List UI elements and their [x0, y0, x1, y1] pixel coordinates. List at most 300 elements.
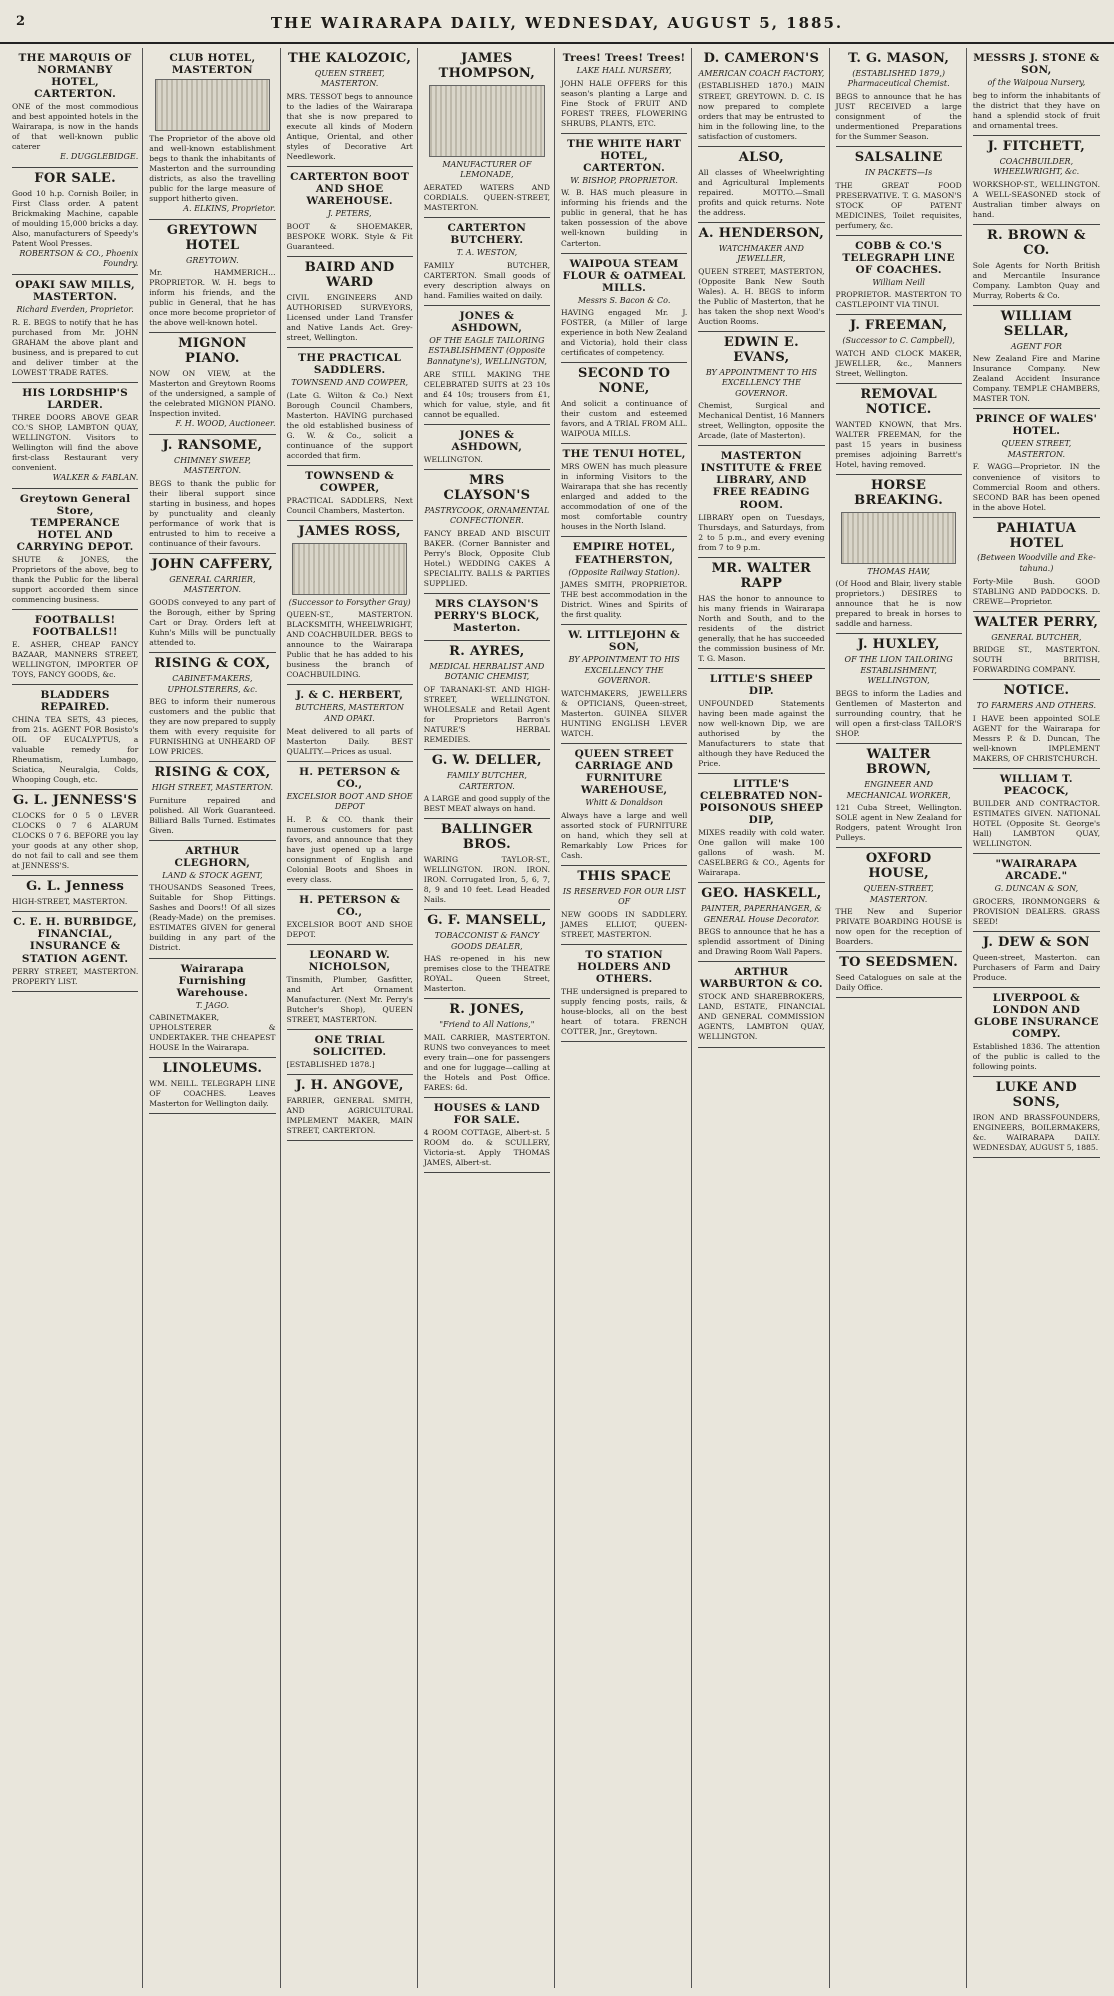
ad-body: All classes of Wheelwrighting and Agricultural Implements repaired. MOTTO.—Small profits and quick returns. Note the address. — [698, 167, 825, 217]
advertisement — [287, 890, 413, 945]
ad-subtitle: TOWNSEND AND COWPER, — [291, 378, 409, 387]
ad-body: FARRIER, GENERAL SMITH, AND AGRICULTURAL IMPLEMENT MAKER, MAIN STREET, CARTERTON. — [286, 1096, 413, 1136]
ad-body: AERATED WATERS AND CORDIALS. QUEEN-STREET, MASTERTON. — [423, 182, 550, 212]
ad-body: E. ASHER, CHEAP FANCY BAZAAR, MANNERS STREET, WELLINGTON, IMPORTER OF TOYS, FANCY GOODS, &c. — [12, 640, 139, 680]
ad-title: H. PETERSON & CO., — [299, 893, 401, 918]
ad-body: THREE DOORS ABOVE GEAR CO.'S SHOP, LAMBTON QUAY, WELLINGTON. Visitors to Wellington will find the above first-class Restaurant very convenient. — [12, 412, 139, 472]
ad-title: OPAKI SAW MILLS, MASTERTON. — [15, 279, 135, 304]
column-4 — [422, 48, 555, 1988]
ad-title: TO STATION HOLDERS AND OTHERS. — [577, 948, 671, 986]
ad-body: WANTED KNOWN, that Mrs. WALTER FREEMAN, for the past 15 years in business premises adjoining Barrett's Hotel, having removed. — [835, 419, 962, 469]
advertisement — [149, 959, 275, 1059]
ad-body: New Zealand Fire and Marine Insurance Company. New Zealand Accident Insurance Company. TEMPLE CHAMBERS, MASTER TON. — [972, 354, 1100, 404]
ad-subtitle: AMERICAN COACH FACTORY, — [698, 68, 825, 78]
ad-body: THE New and Superior PRIVATE BOARDING HOUSE is now open for the reception of Boarders. — [835, 907, 962, 947]
ad-body: CIVIL ENGINEERS AND AUTHORISED SURVEYORS, Licensed under Land Transfer and Native Lands Act. Grey-street, Wellington. — [286, 292, 413, 342]
advertisement — [12, 275, 138, 383]
ad-signature: F. H. WOOD, Auctioneer. — [175, 419, 276, 429]
advertisement — [424, 641, 550, 750]
advertisement — [836, 236, 962, 316]
ad-title: T. G. MASON, — [848, 51, 950, 66]
ad-subtitle: W. BISHOP, PROPRIETOR. — [570, 175, 678, 185]
advertisement — [836, 848, 962, 952]
ad-title: LEONARD W. NICHOLSON, — [308, 949, 391, 974]
ad-subtitle: ENGINEER AND MECHANICAL WORKER, — [846, 779, 951, 800]
ad-body: BEGS to announce that he has JUST RECEIVED a large consignment of the undermentioned Preparations for the Summer Season. — [835, 92, 962, 142]
ad-title: EMPIRE HOTEL, FEATHERSTON, — [572, 541, 676, 566]
ad-title: TOWNSEND & COWPER, — [305, 469, 395, 494]
ad-title: G. W. DELLER, — [431, 753, 542, 769]
advertisement — [698, 332, 824, 447]
ad-body: (ESTABLISHED 1870.) MAIN STREET, GREYTOWN. D. C. IS now prepared to complete orders that may be entrusted to him in the following line, to the satisfaction of customers. — [698, 81, 825, 141]
ad-body: FAMILY BUTCHER, CARTERTON. Small goods of every description always on hand. Families waited on daily. — [423, 260, 550, 300]
column-5 — [559, 48, 692, 1988]
ad-body: WATCH AND CLOCK MAKER, JEWELLER, &c., Manners Street, Wellington. — [835, 348, 962, 378]
advertisement — [12, 610, 138, 685]
advertisement — [12, 168, 138, 275]
ad-title: SALSALINE — [854, 150, 943, 166]
advertisement — [836, 475, 962, 635]
ad-body: WM. NEILL. TELEGRAPH LINE OF COACHES. Leaves Masterton for Wellington daily. — [149, 1079, 276, 1109]
advertisement — [287, 521, 413, 686]
ad-body: CLOCKS for 0 5 0 LEVER CLOCKS 0 7 6 ALARUM CLOCKS 0 7 6. BEFORE you lay your goods at any other shop, do not fail to call and see them at JENNESS'S. — [12, 811, 139, 871]
ad-body: BEG to inform their numerous customers and the public that they are now prepared to supply them with every requisite for FURNISHING at UNHEARD OF LOW PRICES. — [149, 697, 276, 757]
ad-title: EDWIN E. EVANS, — [723, 334, 799, 365]
ad-subtitle: QUEEN STREET, MASTERTON. — [1001, 439, 1072, 459]
ad-body: CABINETMAKER, UPHOLSTERER & UNDERTAKER. THE CHEAPEST HOUSE In the Wairarapa. — [149, 1013, 276, 1053]
ad-title: R. AYRES, — [449, 643, 525, 659]
ad-body: 121 Cuba Street, Wellington. SOLE agent in New Zealand for Rodgers, patent Wrought Iron Pulleys. — [835, 803, 962, 843]
ad-body: HAS the honor to announce to his many friends in Wairarapa North and South, and to the residents of the district generally, that he has succeeded the commission business of Mr. T. G. Mason. — [698, 593, 825, 663]
advertisement — [561, 537, 687, 625]
ad-subtitle: BY APPOINTMENT TO HIS EXCELLENCY THE GOVERNOR. — [705, 367, 817, 398]
ad-subtitle: TO FARMERS AND OTHERS. — [976, 701, 1097, 711]
ad-subtitle: (ESTABLISHED 1879,) Pharmaceutical Chemist. — [847, 68, 950, 89]
ad-signature: A. ELKINS, Proprietor. — [183, 204, 276, 214]
ad-subtitle: (Successor to C. Campbell), — [842, 336, 955, 346]
ad-subtitle: LAKE HALL NURSERY, — [576, 66, 672, 76]
ad-body: QUEEN-ST., MASTERTON. BLACKSMITH, WHEELWRIGHT, AND COACHBUILDER. BEGS to announce to the Wairarapa Public that he has added to his business the branch of COACHBUILDING. — [286, 610, 413, 680]
ad-title: HOUSES & LAND FOR SALE. — [433, 1101, 541, 1126]
ad-body: NOW ON VIEW, at the Masterton and Greytown Rooms of the undersigned, a sample of the celebrated MIGNON PIANO. Inspection invited. — [149, 369, 276, 419]
advertisement — [698, 446, 824, 557]
advertisement — [12, 48, 138, 168]
advertisement — [149, 1058, 275, 1114]
ad-body: BEGS to inform the Ladies and Gentlemen of Masterton and surrounding country, that he will open a first-class TAILOR'S SHOP. — [835, 689, 962, 739]
ad-title: THE KALOZOIC, — [288, 51, 412, 66]
ad-title: RISING & COX, — [154, 765, 271, 781]
ad-subtitle: WATCHMAKER AND JEWELLER, — [718, 243, 804, 264]
ad-title: TO SEEDSMEN. — [839, 955, 959, 971]
advertisement — [424, 819, 550, 910]
ad-body: Sole Agents for North British and Mercantile Insurance Company. Lambton Quay and Murray, Roberts & Co. — [972, 260, 1100, 300]
ad-subtitle: AGENT FOR — [1010, 341, 1062, 351]
ad-title: LUKE AND SONS, — [995, 1079, 1077, 1110]
ad-subtitle: EXCELSIOR BOOT AND SHOE DEPOT — [286, 791, 413, 812]
ad-subtitle: BY APPOINTMENT TO HIS EXCELLENCY THE GOVERNOR. — [568, 655, 680, 686]
advertisement — [973, 988, 1100, 1077]
ad-subtitle: MEDICAL HERBALIST AND BOTANIC CHEMIST, — [429, 661, 545, 682]
ad-signature: E. DUGGLEBIDGE. — [60, 152, 139, 162]
advertisement — [698, 558, 824, 669]
advertisement — [698, 147, 824, 223]
advertisement — [973, 932, 1100, 988]
ad-body: The Proprietor of the above old and well-known establishment begs to thank the inhabitants of Masterton and the surrounding districts, as also the travelling public for the large measure of support hitherto given. — [149, 134, 276, 204]
advertisement — [287, 167, 413, 257]
advertisement — [836, 384, 962, 475]
ad-body: Meat delivered to all parts of Masterton Daily. BEST QUALITY.—Prices as usual. — [286, 726, 413, 756]
ad-title: COBB & CO.'S TELEGRAPH LINE OF COACHES. — [842, 239, 955, 276]
ad-body: WARING TAYLOR-ST., WELLINGTON. IRON. IRON. IRON. Corrugated Iron, 5, 6, 7, 8, 9 and 10 feet. Lead Headed Nails. — [423, 855, 550, 905]
advertisement — [287, 1030, 413, 1075]
advertisement — [836, 634, 962, 744]
advertisement — [287, 257, 413, 348]
ad-subtitle: TOBACCONIST & FANCY GOODS DEALER, — [434, 931, 540, 951]
ad-body: R. E. BEGS to notify that he has purchased from Mr. JOHN GRAHAM the above plant and business, and is prepared to cut and deliver timber at the LOWEST TRADE RATES. — [12, 317, 139, 377]
ad-title: D. CAMERON'S — [703, 51, 820, 66]
ad-body: Established 1836. The attention of the public is called to the following points. — [972, 1041, 1100, 1071]
ad-subtitle: BUTCHERS, MASTERTON AND OPAKI. — [295, 703, 404, 724]
advertisement — [561, 444, 687, 537]
ad-subtitle: PAINTER, PAPERHANGER, & GENERAL House Decorator. — [700, 904, 822, 924]
ad-subtitle: Richard Everden, Proprietor. — [16, 305, 134, 315]
ad-title: THE PRACTICAL SADDLERS. — [298, 351, 402, 376]
ad-body: H. P. & CO. thank their numerous customers for past favors, and announce that they have just opened up a large consignment of English and Colonial Boots and Shoes in every class. — [286, 814, 413, 884]
advertisement — [836, 48, 962, 147]
ad-body: ARE STILL MAKING THE CELEBRATED SUITS at 23 10s and £4 10s; trousers from £1, which for value, style, and fit cannot be equalled. — [423, 369, 550, 419]
ad-title: J. FREEMAN, — [849, 318, 948, 334]
ad-title: LINOLEUMS. — [162, 1061, 263, 1077]
ad-title: JONES & ASHDOWN, — [451, 309, 523, 334]
ad-subtitle: of the Waipoua Nursery, — [987, 78, 1086, 88]
ad-title: G. L. JENNESS'S — [13, 793, 138, 809]
ad-subtitle: QUEEN STREET, MASTERTON. — [314, 68, 385, 89]
ad-body: NEW GOODS IN SADDLERY. JAMES ELLIOT, QUEEN-STREET, MASTERTON. — [561, 909, 688, 939]
ad-body: Chemist, Surgical and Mechanical Dentist, 16 Manners street, Wellington, opposite the Arcade, (late of Masterton). — [698, 401, 825, 441]
advertisement — [149, 554, 275, 653]
ad-title: W. LITTLEJOHN & SON, — [568, 629, 680, 654]
ad-title: MR. WALTER RAPP — [711, 560, 812, 591]
ad-title: QUEEN STREET CARRIAGE AND FURNITURE WAREHOUSE, — [574, 748, 674, 797]
advertisement — [12, 383, 138, 489]
advertisement — [12, 912, 138, 991]
ad-title: MRS CLAYSON'S PERRY'S BLOCK, Masterton. — [434, 597, 540, 634]
ad-body: Seed Catalogues on sale at the Daily Office. — [835, 973, 962, 993]
ad-body: STOCK AND SHAREBROKERS, LAND, ESTATE, FINANCIAL AND GENERAL COMMISSION AGENTS, LAMBTON QUAY, WELLINGTON. — [698, 992, 825, 1042]
ad-body: PROPRIETOR. MASTERTON TO CASTLEPOINT VIA TINUI. — [835, 290, 962, 310]
ad-body: HAVING engaged Mr. J. FOSTER, (a Miller of large experience in both New Zealand and Victoria), hold their class certificates of competency. — [561, 308, 688, 358]
ad-subtitle: T. A. WESTON, — [456, 248, 518, 258]
ad-title: JOHN CAFFERY, — [151, 556, 274, 572]
advertisement — [149, 48, 275, 220]
ad-subtitle: GENERAL BUTCHER, — [991, 632, 1082, 642]
ad-title: CLUB HOTEL, MASTERTON — [169, 52, 256, 77]
advertisement — [12, 790, 138, 876]
column-1 — [10, 48, 143, 1988]
advertisement — [973, 225, 1100, 306]
ad-title: G. L. Jenness — [26, 879, 125, 895]
advertisement — [287, 945, 413, 1030]
advertisement — [424, 218, 550, 306]
ad-body: MRS. TESSOT begs to announce to the ladies of the Wairarapa that she is now prepared to execute all kinds of Modern Antique, Oriental, and other styles of Decorative Art Needlework. — [286, 92, 413, 162]
advertisement — [973, 518, 1100, 612]
ad-title: THE TENUI HOTEL, — [562, 448, 686, 461]
ad-title: J. FITCHETT, — [987, 138, 1086, 154]
ad-body: F. WAGG—Proprietor. IN the convenience of visitors to Commercial Room and others. SECOND BAR has been opened in the above Hotel. — [972, 462, 1100, 512]
advertisement — [149, 220, 275, 334]
advertisement — [424, 48, 550, 218]
ad-title: MESSRS J. STONE & SON, — [973, 52, 1100, 77]
ad-title: R. BROWN & CO. — [987, 227, 1086, 258]
ad-title: ARTHUR CLEGHORN, — [174, 844, 251, 869]
ad-body: SHUTE & JONES, the Proprietors of the above, beg to thank the Public for the liberal support accorded them since commencing business. — [12, 554, 139, 604]
ad-subtitle: HIGH STREET, MASTERTON. — [151, 783, 273, 793]
ad-body: Always have a large and well assorted stock of FURNITURE on hand, which they sell at Remarkably Low Prices for Cash. — [561, 810, 688, 860]
advertisement — [561, 254, 687, 364]
advertisement — [561, 744, 687, 866]
ad-title: OXFORD HOUSE, — [865, 851, 932, 882]
ad-title: NOTICE. — [1003, 683, 1070, 699]
ad-title: ALSO, — [738, 149, 784, 165]
ad-body: EXCELSIOR BOOT AND SHOE DEPOT. — [286, 920, 413, 940]
advertisement — [424, 1098, 550, 1173]
advertisement — [973, 1077, 1100, 1158]
ad-title: CARTERTON BUTCHERY. — [447, 222, 527, 247]
ad-subtitle: THOMAS HAW, — [867, 566, 930, 576]
ad-title: H. PETERSON & CO., — [299, 765, 401, 790]
advertisement — [973, 769, 1100, 854]
ad-title: JAMES THOMPSON, — [438, 51, 536, 81]
ad-title: RISING & COX, — [154, 656, 271, 672]
advertisement — [836, 315, 962, 384]
ad-title: ONE TRIAL SOLICITED. — [312, 1034, 387, 1059]
ad-subtitle: William Neill — [872, 277, 925, 287]
ad-title: WILLIAM SELLAR, — [1000, 308, 1073, 339]
ad-body: A LARGE and good supply of the BEST MEAT always on hand. — [423, 794, 550, 814]
ad-title: Trees! Trees! Trees! — [562, 52, 686, 64]
advertisement — [424, 470, 550, 594]
ad-title: THIS SPACE — [577, 868, 671, 884]
engraving-illustration — [841, 512, 957, 564]
ad-body: I HAVE been appointed SOLE AGENT for the Wairarapa for Messrs P. & D. Duncan, The well-known IMPLEMENT MAKERS, OF CHRISTCHURCH. — [972, 713, 1100, 763]
ad-title: THE WHITE HART HOTEL, CARTERTON. — [567, 137, 682, 174]
advertisement — [149, 333, 275, 435]
ad-body: OF TARANAKI-ST. AND HIGH-STREET, WELLINGTON. WHOLESALE and Retail Agent for Proprietors Barron's NATURE'S HERBAL REMEDIES. — [423, 685, 550, 745]
ad-subtitle: J. PETERS, — [327, 209, 372, 219]
ad-body: ONE of the most commodious and best appointed hotels in the Wairarapa, is now in the hands of that well-known public caterer — [12, 102, 139, 152]
ad-body: GROCERS, IRONMONGERS & PROVISION DEALERS. GRASS SEED! — [972, 896, 1100, 926]
ad-body: WATCHMAKERS, JEWELLERS & OPTICIANS, Queen-street, Masterton. GUINEA SILVER HUNTING ENGLISH LEVER WATCH. — [561, 688, 688, 738]
ad-body: Good 10 h.p. Cornish Boiler, in First Class order. A patent Brickmaking Machine, capable of moulding 15,000 bricks a day. Also, manufacturers of Speedy's Patent Wool Presses. — [12, 188, 139, 248]
advertisement — [698, 883, 824, 962]
ad-body: PRACTICAL SADDLERS, Next Council Chambers, Masterton. — [286, 495, 413, 515]
page-number: 2 — [16, 14, 26, 29]
ad-body: WORKSHOP-ST., WELLINGTON. A WELL-SEASONED stock of Australian timber always on hand. — [972, 179, 1100, 219]
column-8 — [971, 48, 1104, 1988]
ad-title: J. & C. HERBERT, — [295, 689, 404, 702]
ad-subtitle: "Friend to All Nations," — [439, 1020, 535, 1030]
advertisement — [424, 306, 550, 425]
advertisement — [561, 134, 687, 254]
advertisement — [287, 685, 413, 761]
ad-title: WALTER PERRY, — [974, 614, 1099, 630]
ad-title: REMOVAL NOTICE. — [860, 386, 937, 417]
ad-body: BRIDGE ST., MASTERTON. SOUTH BRITISH, FORWARDING COMPANY. — [972, 645, 1100, 675]
advertisement — [836, 952, 962, 998]
ad-title: BAIRD AND WARD — [304, 259, 395, 290]
advertisement — [287, 466, 413, 521]
advertisement — [12, 489, 138, 610]
ad-title: MRS CLAYSON'S — [443, 472, 531, 503]
ad-subtitle: (Successor to Forsyther Gray) — [288, 597, 411, 607]
ad-body: (Late G. Wilton & Co.) Next Borough Council Chambers, Masterton. HAVING purchased the old established business of G. W. & Co., solicit a continuance of the support accorded that firm. — [286, 390, 413, 460]
ad-body: THE undersigned is prepared to supply fencing posts, rails, & house-blocks, all on the best heart of totara. FRENCH COTTER, Jnr., Greytown. — [561, 987, 688, 1037]
advertisement — [836, 147, 962, 236]
advertisement — [424, 425, 550, 470]
ad-subtitle: IS RESERVED FOR OUR LIST OF — [562, 886, 686, 907]
ad-subtitle: LAND & STOCK AGENT, — [162, 870, 263, 880]
advertisement — [12, 685, 138, 790]
ad-subtitle: IN PACKETS—Is — [865, 168, 933, 178]
ad-subtitle: OF THE EAGLE TAILORING ESTABLISHMENT (Opposite Bannatyne's), WELLINGTON, — [426, 335, 547, 366]
ad-title: C. E. H. BURBIDGE, FINANCIAL, INSURANCE & STATION AGENT. — [13, 916, 137, 965]
ad-subtitle: (Between Woodville and Eke-tahuna.) — [977, 553, 1096, 573]
ad-title: HORSE BREAKING. — [854, 477, 944, 508]
ad-title: LIVERPOOL & LONDON AND GLOBE INSURANCE COMPY. — [974, 991, 1099, 1040]
ad-body: BOOT & SHOEMAKER, BESPOKE WORK. Style & Fit Guaranteed. — [286, 221, 413, 251]
ad-subtitle: GENERAL CARRIER, MASTERTON. — [169, 574, 256, 595]
ad-title: GREYTOWN HOTEL — [166, 222, 258, 253]
ad-title: Wairarapa Furnishing Warehouse. — [176, 962, 249, 999]
ad-subtitle: FAMILY BUTCHER, CARTERTON. — [446, 771, 527, 791]
ad-title: G. F. MANSELL, — [427, 913, 547, 929]
ad-subtitle: Whitt & Donaldson — [585, 798, 663, 808]
ad-title: HIS LORDSHIP'S LARDER. — [22, 386, 128, 411]
ad-title: J. H. ANGOVE, — [295, 1078, 404, 1094]
advertisement — [149, 841, 275, 959]
column-6 — [696, 48, 829, 1988]
ad-body: MAIL CARRIER, MASTERTON. RUNS two conveyances to meet every train—one for passengers and one for luggage—calling at the Hotels and Post Office. FARES: 6d. — [423, 1032, 550, 1092]
ad-title: FOOTBALLS! FOOTBALLS!! — [32, 613, 118, 638]
ad-title: PAHIATUA HOTEL — [996, 520, 1077, 551]
advertisement — [287, 762, 413, 890]
ad-title: "WAIRARAPA ARCADE." — [995, 857, 1078, 882]
ad-title: SECOND TO NONE, — [577, 366, 671, 397]
advertisement — [973, 854, 1100, 932]
ad-body: 4 ROOM COTTAGE, Albert-st. 5 ROOM do. & SCULLERY, Victoria-st. Apply THOMAS JAMES, Albert-st. — [423, 1127, 550, 1167]
ad-subtitle: QUEEN-STREET, MASTERTON. — [863, 883, 934, 904]
ad-title: LITTLE'S SHEEP DIP. — [709, 672, 813, 697]
advertisement — [973, 612, 1100, 681]
ad-body: PERRY STREET, MASTERTON. PROPERTY LIST. — [12, 966, 139, 986]
ad-subtitle: MANUFACTURER OF LEMONADE, — [442, 159, 532, 180]
advertisement — [287, 1075, 413, 1141]
advertisement — [561, 48, 687, 134]
advertisement — [973, 306, 1100, 410]
advertisement — [287, 348, 413, 466]
advertisement — [424, 999, 550, 1098]
ad-title: R. JONES, — [449, 1002, 525, 1018]
column-2 — [147, 48, 280, 1988]
newspaper-title: THE WAIRARAPA DAILY, WEDNESDAY, AUGUST 5, 1885. — [270, 14, 844, 32]
advertisement — [424, 910, 550, 999]
ad-body: Forty-Mile Bush. GOOD STABLING AND PADDOCKS. D. CREWE—Proprietor. — [972, 576, 1100, 606]
engraving-illustration — [292, 543, 408, 595]
ad-title: MASTERTON INSTITUTE & FREE LIBRARY, AND FREE READING ROOM. — [700, 450, 823, 511]
ad-body: FANCY BREAD AND BISCUIT BAKER. (Corner Bannister and Perry's Block, Opposite Club Hotel.) WEDDING CAKES A SPECIALITY. BALLS & PARTIES SUPPLIED. — [423, 528, 550, 588]
ad-body: MRS OWEN has much pleasure in informing Visitors to the Wairarapa that she has recently enlarged and added to the accommodation of one of the most comfortable country houses in the North Island. — [561, 462, 688, 532]
ad-title: ARTHUR WARBURTON & CO. — [699, 966, 823, 991]
ad-subtitle: CHIMNEY SWEEP, MASTERTON. — [173, 455, 251, 476]
ad-title: A. HENDERSON, — [698, 225, 825, 241]
ad-subtitle: (Opposite Railway Station). — [568, 567, 680, 577]
ad-body: THOUSANDS Seasoned Trees, Suitable for Shop Fittings. Sashes and Doors!! Of all sizes (Ready-Made) on the premises. ESTIMATES GIVEN for general building in any part of the District. — [149, 883, 276, 953]
advertisement — [973, 136, 1100, 225]
ad-body: [ESTABLISHED 1878.] — [286, 1060, 375, 1070]
advertisement — [561, 945, 687, 1042]
ad-body: Tinsmith, Plumber, Gasfitter, and Art Ornament Manufacturer. (Next Mr. Perry's Butcher's Shop), QUEEN STREET, MASTERTON. — [286, 975, 413, 1025]
ad-title: JAMES ROSS, — [298, 523, 401, 539]
ad-subtitle: T. JAGO. — [195, 1000, 229, 1010]
ad-body: CHINA TEA SETS, 43 pieces, from 21s. AGENT FOR Bosisto's OIL OF EUCALYPTUS, a valuable remedy for Rheumatism, Lumbago, Sciatica, Neuralgia, Colds, Whooping Cough, etc. — [12, 715, 139, 785]
advertisement — [149, 653, 275, 762]
advertisement — [287, 48, 413, 167]
ad-body: QUEEN STREET, MASTERTON, (Opposite Bank New South Wales). A. H. BEGS to inform the Public of Masterton, that he has taken the shop next Wood's Auction Rooms. — [698, 266, 825, 326]
ad-title: JONES & ASHDOWN, — [451, 428, 523, 453]
ad-title: PRINCE OF WALES' HOTEL. — [975, 413, 1098, 438]
ad-title: J. RANSOME, — [162, 437, 263, 453]
ad-body: MIXES readily with cold water. One gallon will make 100 gallons of wash. M. CASELBERG & CO., Agents for Wairarapa. — [698, 828, 825, 878]
ad-body: HAS re-opened in his new premises close to the THEATRE ROYAL. Queen Street, Masterton. — [423, 954, 550, 994]
ad-body: HIGH-STREET, MASTERTON. — [12, 897, 128, 907]
advertisement — [561, 866, 687, 945]
ad-subtitle: Messrs S. Bacon & Co. — [577, 295, 671, 305]
advertisement — [149, 762, 275, 841]
masthead — [0, 0, 1114, 44]
ad-body: W. B. HAS much pleasure in informing his friends and the public in general, that he has taken possession of the above well-known building in Carterton. — [561, 188, 688, 248]
ad-body: THE GREAT FOOD PRESERVATIVE. T. G. MASON'S STOCK OF PATENT MEDICINES, Toilet requisites, perfumery, &c. — [835, 180, 962, 230]
advertisement — [973, 680, 1100, 769]
ad-body: JOHN HALE OFFERS for this season's planting a Large and Fine Stock of FRUIT AND FOREST TREES, FLOWERING SHRUBS, PLANTS, ETC. — [561, 78, 688, 128]
ad-body: JAMES SMITH, PROPRIETOR. THE best accommodation in the District. Wines and Spirits of the first quality. — [561, 580, 688, 620]
ad-subtitle: G. DUNCAN & SON, — [994, 884, 1079, 893]
ad-body: GOODS conveyed to any part of the Borough, either by Spring Cart or Dray. Orders left at Kuhn's Mills will be punctually attended to. — [149, 597, 276, 648]
advertisement — [973, 409, 1100, 517]
ad-title: WALTER BROWN, — [866, 747, 932, 778]
ad-subtitle: PASTRYCOOK, ORNAMENTAL CONFECTIONER. — [424, 505, 550, 526]
ad-title: MIGNON PIANO. — [178, 336, 247, 367]
ad-subtitle: GREYTOWN. — [186, 255, 239, 265]
ad-title: WILLIAM T. PEACOCK, — [999, 772, 1073, 797]
advertisement — [698, 962, 824, 1047]
engraving-illustration — [429, 85, 545, 157]
ad-body: Queen-street, Masterton. can Purchasers of Farm and Dairy Produce. — [972, 952, 1100, 982]
column-7 — [834, 48, 967, 1988]
ad-title: BLADDERS REPAIRED. — [40, 689, 110, 714]
ad-body: UNFOUNDED Statements having been made against the now well-known Dip, we are authorised by the Manufacturers to state that although they have Reduced the Price. — [698, 698, 825, 768]
ad-title: GEO. HASKELL, — [701, 886, 822, 902]
ad-title: BALLINGER BROS. — [440, 822, 533, 853]
ad-body: Mr. HAMMERICH... PROPRIETOR. W. H. begs to inform his friends, and the public in General, that he has once more become proprietor of the above well-known hotel. — [149, 268, 276, 328]
ad-body: Furniture repaired and polished. All Work Guaranteed. Billiard Balls Turned. Estimates Given. — [149, 795, 276, 835]
ad-signature: ROBERTSON & CO., Phoenix Foundry. — [19, 248, 139, 269]
advertisement — [424, 750, 550, 819]
ad-body: WELLINGTON. — [423, 454, 483, 464]
advertisement — [973, 48, 1100, 136]
ad-subtitle: CABINET-MAKERS, UPHOLSTERERS, &c. — [167, 673, 258, 694]
ad-title: THE MARQUIS OF NORMANBY HOTEL, CARTERTON. — [18, 52, 132, 101]
advertisement — [698, 223, 824, 332]
